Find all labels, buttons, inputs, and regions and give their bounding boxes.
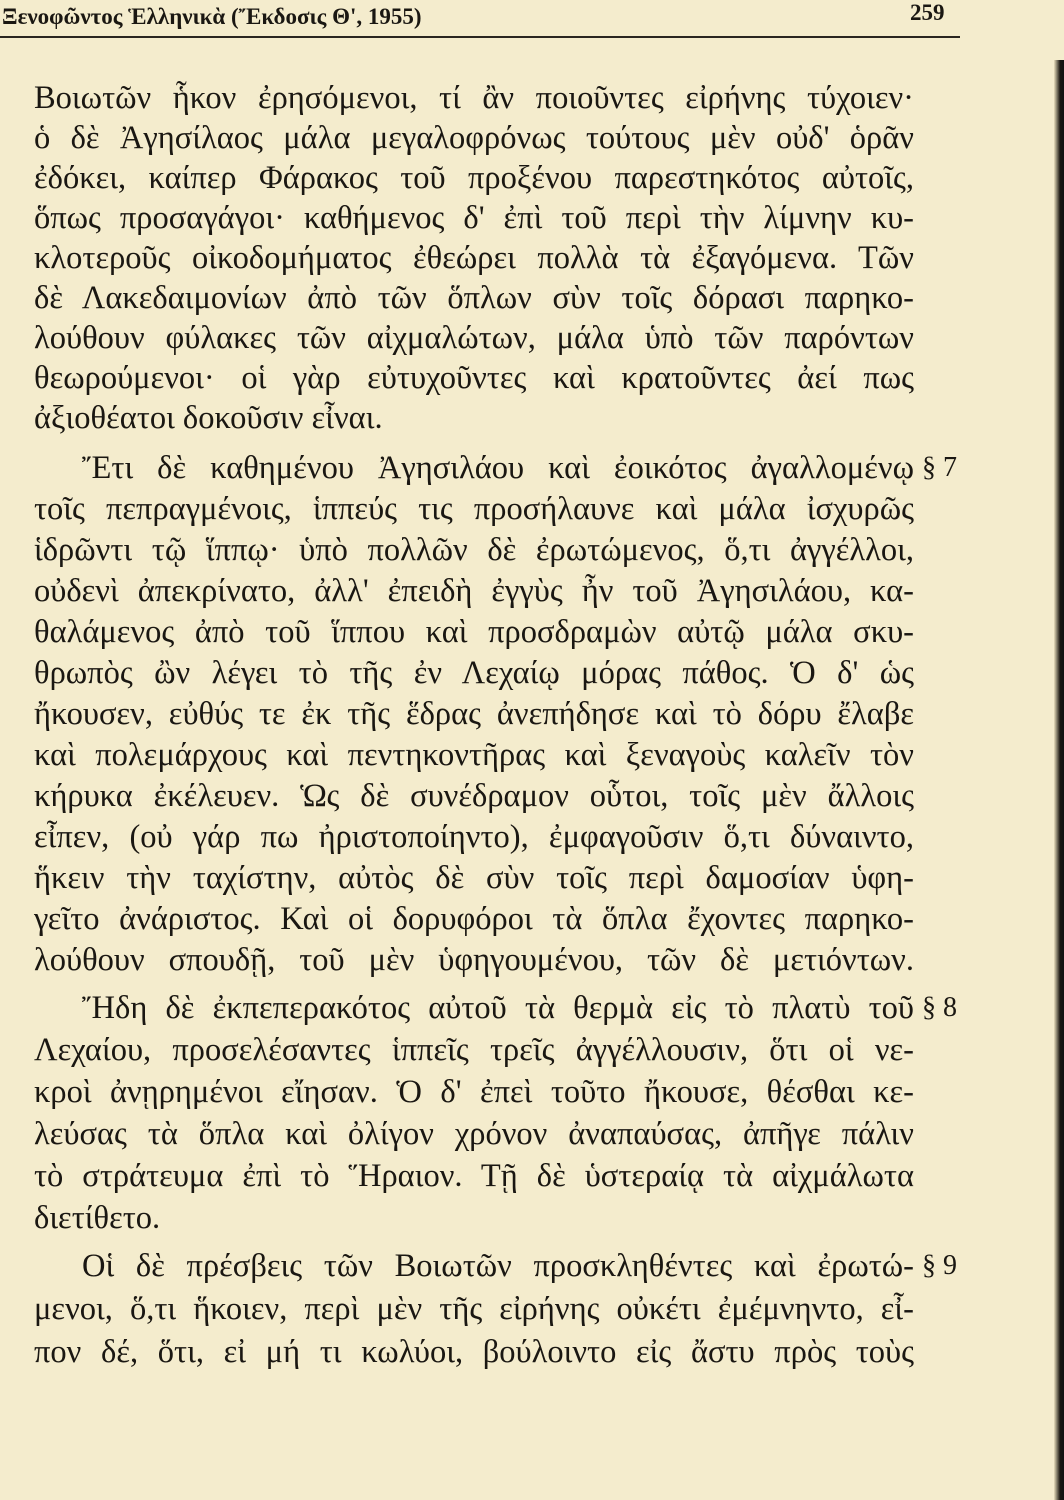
text-line: κήρυκα ἐκέλευεν. Ὡς δὲ συνέδραμον οὗτοι, τοῖς μὲν ἄλλοις xyxy=(34,778,914,814)
section-marker-7: § 7 xyxy=(922,452,957,483)
text-line: εἶπεν, (οὐ γάρ πω ἠριστοποίηντο), ἐμφαγοῦσιν ὅ,τι δύναιντο, xyxy=(34,819,914,855)
text-line: ὅπως προσαγάγοι· καθήμενος δ' ἐπὶ τοῦ περὶ τὴν λίμνην κυ- xyxy=(34,200,914,236)
text-line: ἤκουσεν, εὐθύς τε ἐκ τῆς ἕδρας ἀνεπήδησε καὶ τὸ δόρυ ἔλαβε xyxy=(34,696,914,732)
text-line: λούθουν σπουδῇ, τοῦ μὲν ὑφηγουμένου, τῶν δὲ μετιόντων. xyxy=(34,942,914,978)
text-line: δὲ Λακεδαιμονίων ἀπὸ τῶν ὅπλων σὺν τοῖς δόρασι παρηκο- xyxy=(34,280,914,316)
text-line: ἀξιοθέατοι δοκοῦσιν εἶναι. xyxy=(34,400,383,436)
header-rule xyxy=(0,36,960,38)
text-line: Οἱ δὲ πρέσβεις τῶν Βοιωτῶν προσκληθέντες καὶ ἐρωτώ- xyxy=(82,1248,914,1284)
text-line: γεῖτο ἀνάριστος. Καὶ οἱ δορυφόροι τὰ ὅπλα ἔχοντες παρηκο- xyxy=(34,901,914,937)
text-line: καὶ πολεμάρχους καὶ πεντηκοντῆρας καὶ ξεναγοὺς καλεῖν τὸν xyxy=(34,737,914,773)
text-line: θρωπὸς ὢν λέγει τὸ τῆς ἐν Λεχαίῳ μόρας πάθος. Ὁ δ' ὡς xyxy=(34,655,914,691)
section-marker-9: § 9 xyxy=(922,1250,957,1281)
page-number: 259 xyxy=(910,0,945,25)
text-line: λούθουν φύλακες τῶν αἰχμαλώτων, μάλα ὑπὸ τῶν παρόντων xyxy=(34,320,914,356)
binding-edge xyxy=(1054,60,1064,1500)
text-line: θεωρούμενοι· οἱ γὰρ εὐτυχοῦντες καὶ κρατοῦντες ἀεί πως xyxy=(34,360,914,396)
text-line: ἥκειν τὴν ταχίστην, αὐτὸς δὲ σὺν τοῖς περὶ δαμοσίαν ὑφη- xyxy=(34,860,914,896)
text-line: ἱδρῶντι τῷ ἵππῳ· ὑπὸ πολλῶν δὲ ἐρωτώμενος, ὅ,τι ἀγγέλλοι, xyxy=(34,532,914,568)
text-line: λεύσας τὰ ὅπλα καὶ ὀλίγον χρόνον ἀναπαύσας, ἀπῆγε πάλιν xyxy=(34,1116,914,1152)
text-line: οὐδενὶ ἀπεκρίνατο, ἀλλ' ἐπειδὴ ἐγγὺς ἦν τοῦ Ἀγησιλάου, κα- xyxy=(34,573,914,609)
section-marker-8: § 8 xyxy=(922,992,957,1023)
text-line: Ἤδη δὲ ἐκπεπερακότος αὐτοῦ τὰ θερμὰ εἰς τὸ πλατὺ τοῦ xyxy=(82,990,914,1026)
text-line: Βοιωτῶν ἧκον ἐρησόμενοι, τί ἂν ποιοῦντες εἰρήνης τύχοιεν· xyxy=(34,80,914,116)
text-line: τὸ στράτευμα ἐπὶ τὸ Ἥραιον. Τῇ δὲ ὑστεραίᾳ τὰ αἰχμάλωτα xyxy=(34,1158,914,1194)
text-line: κροὶ ἀνῃρημένοι εἴησαν. Ὁ δ' ἐπεὶ τοῦτο ἤκουσε, θέσθαι κε- xyxy=(34,1074,914,1110)
text-line: ὁ δὲ Ἀγησίλαος μάλα μεγαλοφρόνως τούτους μὲν οὐδ' ὁρᾶν xyxy=(34,120,914,156)
header-title: Ξενοφῶντος Ἑλληνικὰ (Ἔκδοσις Θ', 1955) xyxy=(2,4,422,29)
text-line: ἐδόκει, καίπερ Φάρακος τοῦ προξένου παρεστηκότος αὐτοῖς, xyxy=(34,160,914,196)
text-line: κλοτεροῦς οἰκοδομήματος ἐθεώρει πολλὰ τὰ ἐξαγόμενα. Τῶν xyxy=(34,240,914,276)
text-line: Ἔτι δὲ καθημένου Ἀγησιλάου καὶ ἐοικότος ἀγαλλομένῳ xyxy=(82,450,914,486)
text-line: τοῖς πεπραγμένοις, ἱππεύς τις προσήλαυνε καὶ μάλα ἰσχυρῶς xyxy=(34,491,914,527)
text-line: πον δέ, ὅτι, εἰ μή τι κωλύοι, βούλοιντο εἰς ἄστυ πρὸς τοὺς xyxy=(34,1334,914,1370)
text-line: θαλάμενος ἀπὸ τοῦ ἵππου καὶ προσδραμὼν αὐτῷ μάλα σκυ- xyxy=(34,614,914,650)
running-header xyxy=(0,0,960,40)
text-line: διετίθετο. xyxy=(34,1200,161,1236)
text-line: μενοι, ὅ,τι ἥκοιεν, περὶ μὲν τῆς εἰρήνης οὐκέτι ἐμέμνηντο, εἶ- xyxy=(34,1291,914,1327)
text-line: Λεχαίου, προσελέσαντες ἱππεῖς τρεῖς ἀγγέλλουσιν, ὅτι οἱ νε- xyxy=(34,1032,914,1068)
